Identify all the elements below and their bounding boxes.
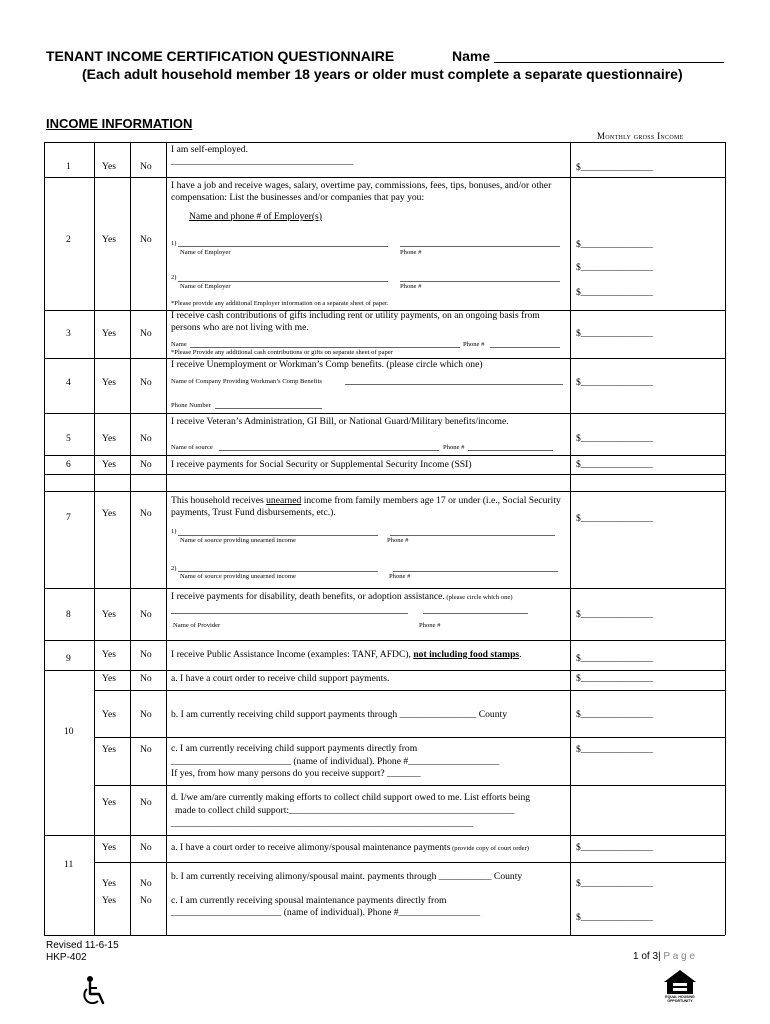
question-text: I receive cash contributions of gifts including rent or utility payments, on an ongoing basis from persons who are not living with me. <box>171 310 540 333</box>
page-indicator <box>633 951 695 963</box>
row-divider <box>44 640 725 641</box>
row-number: 7 <box>66 512 71 523</box>
yes-option[interactable]: Yes <box>102 709 116 720</box>
phone-number-field[interactable] <box>215 408 322 409</box>
income-amount-field[interactable]: $_______________ <box>576 239 653 250</box>
employer-2-name-field[interactable] <box>178 281 388 282</box>
income-amount-field[interactable]: $_______________ <box>576 513 653 524</box>
source-1-phone-field[interactable] <box>390 535 555 536</box>
court-order-note: (provide copy of court order) <box>450 845 529 852</box>
employer-2-number: 2) <box>171 274 177 281</box>
employer-phone-label: Phone # <box>400 249 422 256</box>
name-field-line[interactable] <box>494 62 724 63</box>
yes-option[interactable]: Yes <box>102 508 116 519</box>
col-divider <box>725 142 726 935</box>
no-option[interactable]: No <box>140 433 152 444</box>
name-label: Name <box>452 48 491 64</box>
row-number: 5 <box>66 433 71 444</box>
row-number: 10 <box>64 726 74 737</box>
question-text <box>171 591 513 603</box>
form-subtitle: (Each adult household member 18 years or older must complete a separate questionnaire) <box>82 66 683 82</box>
no-option[interactable]: No <box>140 377 152 388</box>
source-2-number: 2) <box>171 565 177 572</box>
no-option[interactable]: No <box>140 459 152 470</box>
question-text-part: This household receives <box>171 495 267 506</box>
row-number: 2 <box>66 234 71 245</box>
employer-1-phone-field[interactable] <box>400 246 560 247</box>
no-option[interactable]: No <box>140 673 152 684</box>
page-number: 1 of 3 <box>633 951 659 962</box>
yes-option[interactable]: Yes <box>102 744 116 755</box>
col-divider <box>44 142 45 935</box>
question-text-part: income from family members age 17 or under (i.e., Social Security payments, Trust Fund disbursements, etc.). <box>171 495 561 518</box>
income-amount-field[interactable]: $_______________ <box>576 433 653 444</box>
page-separator: | <box>658 951 664 962</box>
section-title: INCOME INFORMATION <box>46 116 193 131</box>
employer-phone-label: Phone # <box>400 283 422 290</box>
no-option[interactable]: No <box>140 878 152 889</box>
wheelchair-accessibility-icon <box>80 975 110 1012</box>
question-text: I have a job and receive wages, salary, overtime pay, commissions, fees, tips, bonuses, and/or other compensation: List the businesses and/or companies that pay you: <box>171 180 552 203</box>
phone-number-label: Phone Number <box>171 402 211 409</box>
no-option[interactable]: No <box>140 744 152 755</box>
row-divider <box>44 177 725 178</box>
source-phone-label: Phone # <box>389 573 411 580</box>
yes-option[interactable]: Yes <box>102 609 116 620</box>
provider-phone-label: Phone # <box>419 622 441 629</box>
contributor-name-label: Name <box>171 341 187 348</box>
question-text <box>171 495 563 519</box>
no-option[interactable]: No <box>140 842 152 853</box>
employer-2-phone-field[interactable] <box>400 281 560 282</box>
income-amount-field[interactable]: $_______________ <box>576 878 653 889</box>
col-divider <box>166 142 167 935</box>
row-number: 6 <box>66 459 71 470</box>
income-amount-field[interactable]: $_______________ <box>576 653 653 664</box>
no-option[interactable]: No <box>140 797 152 808</box>
question-10d-line[interactable]: made to collect child support:_______________________________________________ <box>175 805 515 816</box>
source-2-phone-field[interactable] <box>393 571 558 572</box>
question-text: I am self-employed. <box>171 144 248 155</box>
yes-option[interactable]: Yes <box>102 842 116 853</box>
income-amount-field[interactable]: $_______________ <box>576 709 653 720</box>
company-label: Name of Company Providing Workman’s Comp Benefits <box>171 378 322 385</box>
employers-label: Name and phone # of Employer(s) <box>189 211 322 222</box>
yes-option[interactable]: Yes <box>102 234 116 245</box>
yes-option[interactable]: Yes <box>102 649 116 660</box>
provider-name-label: Name of Provider <box>173 622 221 629</box>
equal-housing-opportunity-logo <box>660 968 700 1007</box>
yes-option[interactable]: Yes <box>102 895 116 906</box>
yes-option[interactable]: Yes <box>102 377 116 388</box>
no-option[interactable]: No <box>140 161 152 172</box>
row-divider <box>44 835 725 836</box>
question-10a: a. I have a court order to receive child support payments. <box>171 673 390 684</box>
employer-name-label: Name of Employer <box>180 249 231 256</box>
yes-option[interactable]: Yes <box>102 328 116 339</box>
income-amount-field[interactable]: $_______________ <box>576 609 653 620</box>
equal-housing-text: EQUAL HOUSING OPPORTUNITY <box>665 995 695 1003</box>
provider-name-field[interactable] <box>171 613 408 614</box>
income-amount-field[interactable]: $_______________ <box>576 744 653 755</box>
income-amount-field[interactable]: $_______________ <box>576 673 653 684</box>
question-10c: c. I am currently receiving child support payments directly from <box>171 743 418 754</box>
row-divider <box>44 455 725 456</box>
self-employed-line[interactable]: ______________________________________ <box>171 156 354 167</box>
row-number: 1 <box>66 161 71 172</box>
source-2-name-field[interactable] <box>178 571 378 572</box>
no-option[interactable]: No <box>140 709 152 720</box>
income-amount-field[interactable]: $_______________ <box>576 377 653 388</box>
question-11b: b. I am currently receiving alimony/spousal maint. payments through ___________ County <box>171 871 523 882</box>
table-bottom-border <box>44 935 725 936</box>
no-option[interactable]: No <box>140 609 152 620</box>
yes-option[interactable]: Yes <box>102 459 116 470</box>
income-amount-field[interactable]: $_______________ <box>576 262 653 273</box>
source-field[interactable] <box>219 450 439 451</box>
income-amount-field[interactable]: $_______________ <box>576 328 653 339</box>
form-number: HKP-402 <box>46 952 87 963</box>
food-stamps-emphasis: not including food stamps <box>413 649 520 660</box>
company-field[interactable] <box>345 384 563 385</box>
source-phone-label: Phone # <box>387 537 409 544</box>
source-label: Name of source <box>171 444 213 451</box>
question-text: I receive Veteran’s Administration, GI Bill, or National Guard/Military benefits/income. <box>171 416 509 427</box>
question-11c: c. I am currently receiving spousal maintenance payments directly from <box>171 895 447 906</box>
question-10c-count[interactable]: If yes, from how many persons do you receive support? _______ <box>171 768 421 779</box>
question-text-part: a. I have a court order to receive alimony/spousal maintenance payments <box>171 842 451 853</box>
income-amount-field[interactable]: $_______________ <box>576 842 653 853</box>
no-option[interactable]: No <box>140 328 152 339</box>
row-number: 8 <box>66 609 71 620</box>
row-divider <box>44 670 725 671</box>
employer-name-label: Name of Employer <box>180 283 231 290</box>
row-divider <box>94 785 725 786</box>
employer-1-name-field[interactable] <box>178 246 388 247</box>
contributor-phone-field[interactable] <box>490 347 560 348</box>
row-number: 11 <box>64 859 74 870</box>
no-option[interactable]: No <box>140 234 152 245</box>
row-divider <box>94 690 725 691</box>
row-divider <box>94 737 725 738</box>
yes-option[interactable]: Yes <box>102 673 116 684</box>
col-divider <box>94 142 95 935</box>
question-10d: d. I/we am/are currently making efforts to collect child support owed to me. List efforts being <box>171 792 531 803</box>
source-name-label: Name of source providing unearned income <box>180 573 296 580</box>
circle-note: (please circle which one) <box>444 594 513 601</box>
row-number: 9 <box>66 653 71 664</box>
no-option[interactable]: No <box>140 649 152 660</box>
no-option[interactable]: No <box>140 895 152 906</box>
row-divider <box>44 413 725 414</box>
source-name-label: Name of source providing unearned income <box>180 537 296 544</box>
employer-1-number: 1) <box>171 240 177 247</box>
col-divider <box>570 142 571 935</box>
income-amount-field[interactable]: $_______________ <box>576 162 653 173</box>
question-text-part: I receive Public Assistance Income (examples: TANF, AFDC), <box>171 649 414 660</box>
yes-option[interactable]: Yes <box>102 878 116 889</box>
row-divider <box>44 491 725 492</box>
row-number: 3 <box>66 328 71 339</box>
source-1-name-field[interactable] <box>178 535 378 536</box>
row-number: 4 <box>66 377 71 388</box>
provider-phone-field[interactable] <box>423 613 528 614</box>
source-1-number: 1) <box>171 528 177 535</box>
yes-option[interactable]: Yes <box>102 161 116 172</box>
question-11c-line[interactable]: _______________________ (name of individual). Phone #_________________ <box>171 907 481 918</box>
monthly-gross-income-header: Monthly gross Income <box>597 131 684 141</box>
income-amount-field[interactable]: $_______________ <box>576 459 653 470</box>
row-divider <box>94 862 725 863</box>
contributor-name-field[interactable] <box>190 347 460 348</box>
question-10d-line[interactable]: _______________________________________________________________ <box>171 818 474 829</box>
source-phone-field[interactable] <box>468 450 553 451</box>
yes-option[interactable]: Yes <box>102 433 116 444</box>
contributor-phone-label: Phone # <box>463 341 485 348</box>
contribution-note: *Please Provide any additional cash contributions or gifts on separate sheet of paper <box>171 349 393 356</box>
question-text-part: . <box>519 649 522 660</box>
question-text: I receive payments for Social Security or Supplemental Security Income (SSI) <box>171 459 472 470</box>
income-amount-field[interactable]: $_______________ <box>576 912 653 923</box>
source-phone-label: Phone # <box>443 444 465 451</box>
no-option[interactable]: No <box>140 508 152 519</box>
question-text <box>171 649 522 661</box>
table-top-border <box>44 142 725 143</box>
col-divider <box>130 142 131 935</box>
unearned-emphasis: unearned <box>266 495 302 506</box>
row-divider <box>44 474 725 475</box>
question-text-part: I receive payments for disability, death benefits, or adoption assistance. <box>171 591 445 602</box>
question-text: I receive Unemployment or Workman’s Comp benefits. (please circle which one) <box>171 359 483 370</box>
revised-date: Revised 11-6-15 <box>46 940 119 951</box>
employer-note: *Please provide any additional Employer information on a separate sheet of paper. <box>171 300 389 307</box>
question-10b: b. I am currently receiving child support payments through ________________ County <box>171 709 507 720</box>
form-title: TENANT INCOME CERTIFICATION QUESTIONNAIRE <box>46 48 395 64</box>
yes-option[interactable]: Yes <box>102 797 116 808</box>
question-10c-line[interactable]: _________________________ (name of individual). Phone #___________________ <box>171 756 500 767</box>
page-word: P a g e <box>663 951 695 962</box>
income-amount-field[interactable]: $_______________ <box>576 287 653 298</box>
row-divider <box>44 588 725 589</box>
question-11a <box>171 842 529 854</box>
